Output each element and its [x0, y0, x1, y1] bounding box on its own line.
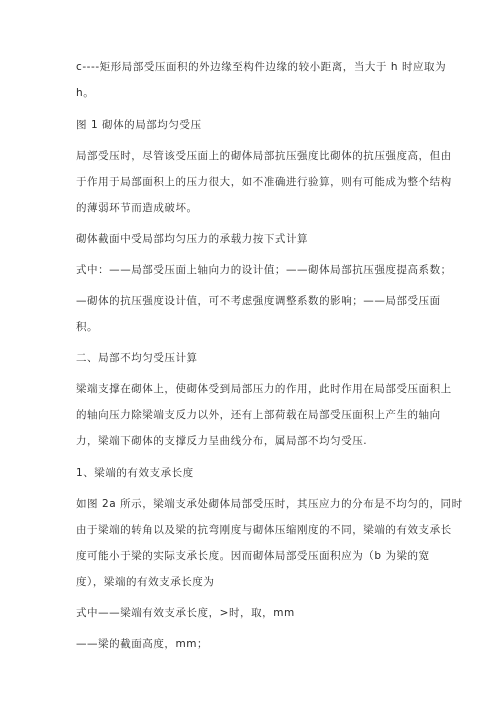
text-line-section-height-definition: ——梁的截面高度，mm；	[76, 638, 209, 650]
paragraph-beam-end-line-3: 力，梁端下砌体的支撑反力呈曲线分布，属局部不均匀受压.	[76, 435, 368, 447]
figure-caption-1: 图 1 砌体的局部均匀受压	[76, 119, 202, 131]
paragraph-figure-2a-line-1: 如图 2a 所示，梁端支承处砌体局部受压时，其压应力的分布是不均匀的，同时	[76, 498, 463, 510]
paragraph-figure-2a-line-3: 度可能小于梁的实际支承长度。因而砌体局部受压面积应为（b 为梁的宽	[76, 550, 430, 562]
text-line-h-continuation: h。	[76, 87, 95, 99]
text-line-rect-distance-definition: c----矩形局部受压面积的外边缘至构件边缘的较小距离，当大于 h 时应取为	[76, 61, 447, 73]
subsection-heading-effective-bearing-length: 1、梁端的有效支承长度	[76, 467, 194, 479]
paragraph-beam-end-line-2: 的轴向压力除梁端支反力以外，还有上部荷载在局部受压面积上产生的轴向	[76, 409, 441, 421]
paragraph-beam-end-line-1: 梁端支撑在砌体上，使砌体受到局部压力的作用，此时作用在局部受压面积上	[76, 383, 452, 395]
paragraph-local-compression-line-3: 的薄弱环节而造成破坏。	[76, 202, 198, 214]
paragraph-local-compression-line-1: 局部受压时，尽管该受压面上的砌体局部抗压强度比砌体的抗压强度高，但由	[76, 150, 452, 162]
paragraph-figure-2a-line-2: 由于梁端的转角以及梁的抗弯刚度与砌体压缩刚度的不同，梁端的有效支承长	[76, 524, 452, 536]
paragraph-figure-2a-line-4: 度），梁端的有效支承长度为	[76, 576, 215, 588]
paragraph-local-compression-line-2: 于作用于局部面积上的压力很大，如不准确进行验算，则有可能成为整个结构	[76, 176, 452, 188]
text-line-symbol-definitions-3: 积。	[76, 321, 99, 333]
text-line-capacity-formula-intro: 砌体截面中受局部均匀压力的承载力按下式计算	[76, 233, 309, 245]
section-heading-nonuniform-compression: 二、局部不均匀受压计算	[76, 352, 198, 364]
text-line-effective-length-definition: 式中——梁端有效支承长度，>时，取，mm	[76, 607, 295, 619]
text-line-symbol-definitions-2: —砌体的抗压强度设计值，可不考虑强度调整系数的影响；——局部受压面	[76, 295, 441, 307]
text-line-symbol-definitions-1: 式中：——局部受压面上轴向力的设计值；——砌体局部抗压强度提高系数；	[76, 264, 452, 276]
